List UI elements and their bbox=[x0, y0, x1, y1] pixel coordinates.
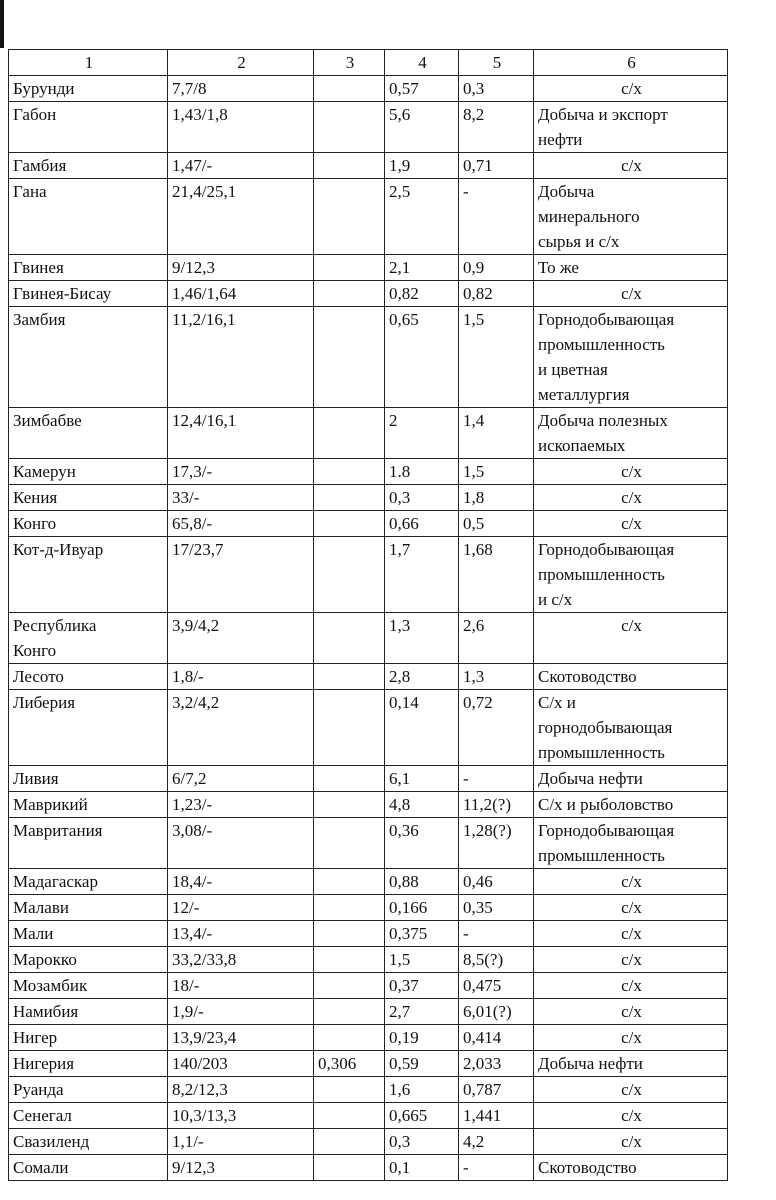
country-cell: Намибия bbox=[9, 999, 168, 1025]
col5-cell: 0,9 bbox=[459, 255, 534, 281]
col4-cell: 0,82 bbox=[385, 281, 459, 307]
col3-cell bbox=[314, 459, 385, 485]
activity-cell: с/х bbox=[534, 613, 728, 664]
col4-cell: 0,3 bbox=[385, 1129, 459, 1155]
col5-cell: 4,2 bbox=[459, 1129, 534, 1155]
col3-cell bbox=[314, 179, 385, 255]
column-header: 2 bbox=[168, 50, 314, 76]
col4-cell: 2,5 bbox=[385, 179, 459, 255]
col5-cell: 8,5(?) bbox=[459, 947, 534, 973]
table-row bbox=[9, 690, 728, 766]
col5-cell: 1,5 bbox=[459, 307, 534, 408]
col5-cell: - bbox=[459, 766, 534, 792]
population-cell: 1,46/1,64 bbox=[168, 281, 314, 307]
col4-cell: 4,8 bbox=[385, 792, 459, 818]
col3-cell bbox=[314, 511, 385, 537]
table-row bbox=[9, 179, 728, 255]
activity-cell: с/х bbox=[534, 999, 728, 1025]
col3-cell bbox=[314, 664, 385, 690]
country-cell: Нигерия bbox=[9, 1051, 168, 1077]
col4-cell: 1,3 bbox=[385, 613, 459, 664]
country-cell: Кот-д-Ивуар bbox=[9, 537, 168, 613]
population-cell: 10,3/13,3 bbox=[168, 1103, 314, 1129]
col3-cell bbox=[314, 307, 385, 408]
col3-cell bbox=[314, 947, 385, 973]
col3-cell bbox=[314, 766, 385, 792]
col5-cell: 2,033 bbox=[459, 1051, 534, 1077]
col5-cell: 1,3 bbox=[459, 664, 534, 690]
col5-cell: 0,46 bbox=[459, 869, 534, 895]
col5-cell: 11,2(?) bbox=[459, 792, 534, 818]
country-cell: Свазиленд bbox=[9, 1129, 168, 1155]
table-row bbox=[9, 255, 728, 281]
country-cell: Марокко bbox=[9, 947, 168, 973]
activity-cell: с/х bbox=[534, 973, 728, 999]
col4-cell: 0,19 bbox=[385, 1025, 459, 1051]
activity-cell: с/х bbox=[534, 76, 728, 102]
country-cell: Либерия bbox=[9, 690, 168, 766]
population-cell: 9/12,3 bbox=[168, 255, 314, 281]
country-cell: Габон bbox=[9, 102, 168, 153]
col3-cell bbox=[314, 1077, 385, 1103]
col3-cell bbox=[314, 690, 385, 766]
col4-cell: 1,9 bbox=[385, 153, 459, 179]
col5-cell: 0,5 bbox=[459, 511, 534, 537]
country-cell: Кения bbox=[9, 485, 168, 511]
activity-cell: с/х bbox=[534, 153, 728, 179]
col5-cell: 1,68 bbox=[459, 537, 534, 613]
country-cell: Сенегал bbox=[9, 1103, 168, 1129]
population-cell: 9/12,3 bbox=[168, 1155, 314, 1181]
population-cell: 6/7,2 bbox=[168, 766, 314, 792]
population-cell: 33,2/33,8 bbox=[168, 947, 314, 973]
activity-cell: Добыча и экспорт нефти bbox=[534, 102, 728, 153]
country-cell: Гамбия bbox=[9, 153, 168, 179]
col5-cell: 1,5 bbox=[459, 459, 534, 485]
col3-cell bbox=[314, 818, 385, 869]
population-cell: 33/- bbox=[168, 485, 314, 511]
country-cell: Мозамбик bbox=[9, 973, 168, 999]
country-cell: Нигер bbox=[9, 1025, 168, 1051]
col5-cell: 6,01(?) bbox=[459, 999, 534, 1025]
scan-edge-mark bbox=[0, 0, 4, 48]
col3-cell bbox=[314, 999, 385, 1025]
activity-cell: С/х и рыболовство bbox=[534, 792, 728, 818]
col4-cell: 2,1 bbox=[385, 255, 459, 281]
table-row bbox=[9, 869, 728, 895]
col4-cell: 2 bbox=[385, 408, 459, 459]
col4-cell: 2,7 bbox=[385, 999, 459, 1025]
table-row bbox=[9, 1103, 728, 1129]
col5-cell: - bbox=[459, 179, 534, 255]
col3-cell bbox=[314, 895, 385, 921]
country-cell: Камерун bbox=[9, 459, 168, 485]
table-row bbox=[9, 485, 728, 511]
table-row bbox=[9, 408, 728, 459]
table-row bbox=[9, 102, 728, 153]
table-row bbox=[9, 895, 728, 921]
population-cell: 3,2/4,2 bbox=[168, 690, 314, 766]
country-cell: Зимбабве bbox=[9, 408, 168, 459]
activity-cell: Добыча минерального сырья и с/х bbox=[534, 179, 728, 255]
population-cell: 13,9/23,4 bbox=[168, 1025, 314, 1051]
col5-cell: 1,8 bbox=[459, 485, 534, 511]
col5-cell: 1,441 bbox=[459, 1103, 534, 1129]
col3-cell bbox=[314, 255, 385, 281]
table-row bbox=[9, 537, 728, 613]
col3-cell bbox=[314, 613, 385, 664]
activity-cell: Добыча полезных ископаемых bbox=[534, 408, 728, 459]
col4-cell: 0,65 bbox=[385, 307, 459, 408]
col5-cell: 0,3 bbox=[459, 76, 534, 102]
country-data-table bbox=[8, 49, 728, 1181]
col4-cell: 0,57 bbox=[385, 76, 459, 102]
activity-cell: с/х bbox=[534, 1103, 728, 1129]
col3-cell bbox=[314, 792, 385, 818]
activity-cell: Горнодобывающая промышленность и с/х bbox=[534, 537, 728, 613]
country-cell: Гана bbox=[9, 179, 168, 255]
table-row bbox=[9, 153, 728, 179]
col4-cell: 0,375 bbox=[385, 921, 459, 947]
population-cell: 7,7/8 bbox=[168, 76, 314, 102]
table-row bbox=[9, 511, 728, 537]
population-cell: 11,2/16,1 bbox=[168, 307, 314, 408]
col5-cell: 8,2 bbox=[459, 102, 534, 153]
column-header: 3 bbox=[314, 50, 385, 76]
activity-cell: с/х bbox=[534, 1129, 728, 1155]
population-cell: 1,1/- bbox=[168, 1129, 314, 1155]
col5-cell: - bbox=[459, 1155, 534, 1181]
col4-cell: 0,37 bbox=[385, 973, 459, 999]
col3-cell bbox=[314, 76, 385, 102]
col4-cell: 0,166 bbox=[385, 895, 459, 921]
activity-cell: Добыча нефти bbox=[534, 1051, 728, 1077]
population-cell: 18,4/- bbox=[168, 869, 314, 895]
col4-cell: 5,6 bbox=[385, 102, 459, 153]
col4-cell: 2,8 bbox=[385, 664, 459, 690]
table-row bbox=[9, 1155, 728, 1181]
col3-cell bbox=[314, 153, 385, 179]
country-cell: Руанда bbox=[9, 1077, 168, 1103]
table-row bbox=[9, 921, 728, 947]
col4-cell: 0,88 bbox=[385, 869, 459, 895]
col5-cell: 2,6 bbox=[459, 613, 534, 664]
column-header: 5 bbox=[459, 50, 534, 76]
col5-cell: 0,475 bbox=[459, 973, 534, 999]
table-row bbox=[9, 613, 728, 664]
col3-cell bbox=[314, 1103, 385, 1129]
population-cell: 1,23/- bbox=[168, 792, 314, 818]
table-row bbox=[9, 818, 728, 869]
col5-cell: 1,28(?) bbox=[459, 818, 534, 869]
table-row bbox=[9, 947, 728, 973]
country-cell: Маврикий bbox=[9, 792, 168, 818]
col3-cell bbox=[314, 869, 385, 895]
col5-cell: - bbox=[459, 921, 534, 947]
country-cell: Мадагаскар bbox=[9, 869, 168, 895]
country-cell: Гвинея bbox=[9, 255, 168, 281]
col3-cell bbox=[314, 485, 385, 511]
col4-cell: 0,59 bbox=[385, 1051, 459, 1077]
column-header: 4 bbox=[385, 50, 459, 76]
table-row bbox=[9, 1077, 728, 1103]
population-cell: 1,47/- bbox=[168, 153, 314, 179]
country-cell: Ливия bbox=[9, 766, 168, 792]
table-row bbox=[9, 281, 728, 307]
country-cell: Малави bbox=[9, 895, 168, 921]
col3-cell bbox=[314, 1025, 385, 1051]
col4-cell: 0,36 bbox=[385, 818, 459, 869]
table-body bbox=[9, 50, 728, 1181]
table-row bbox=[9, 307, 728, 408]
col3-cell bbox=[314, 408, 385, 459]
activity-cell: С/х и горнодобывающая промышленность bbox=[534, 690, 728, 766]
activity-cell: с/х bbox=[534, 869, 728, 895]
col5-cell: 0,71 bbox=[459, 153, 534, 179]
table-row bbox=[9, 1025, 728, 1051]
population-cell: 3,9/4,2 bbox=[168, 613, 314, 664]
col3-cell bbox=[314, 921, 385, 947]
activity-cell: с/х bbox=[534, 485, 728, 511]
country-cell: Конго bbox=[9, 511, 168, 537]
col5-cell: 0,72 bbox=[459, 690, 534, 766]
col4-cell: 0,665 bbox=[385, 1103, 459, 1129]
column-header: 1 bbox=[9, 50, 168, 76]
table-row bbox=[9, 792, 728, 818]
country-cell: Мавритания bbox=[9, 818, 168, 869]
country-cell: Лесото bbox=[9, 664, 168, 690]
activity-cell: То же bbox=[534, 255, 728, 281]
col3-cell bbox=[314, 281, 385, 307]
activity-cell: с/х bbox=[534, 947, 728, 973]
activity-cell: с/х bbox=[534, 1077, 728, 1103]
activity-cell: с/х bbox=[534, 921, 728, 947]
population-cell: 8,2/12,3 bbox=[168, 1077, 314, 1103]
table-row bbox=[9, 459, 728, 485]
col5-cell: 0,787 bbox=[459, 1077, 534, 1103]
population-cell: 1,43/1,8 bbox=[168, 102, 314, 153]
table-row bbox=[9, 1129, 728, 1155]
column-header: 6 bbox=[534, 50, 728, 76]
col5-cell: 0,35 bbox=[459, 895, 534, 921]
activity-cell: с/х bbox=[534, 895, 728, 921]
population-cell: 18/- bbox=[168, 973, 314, 999]
col3-cell bbox=[314, 102, 385, 153]
col4-cell: 0,3 bbox=[385, 485, 459, 511]
col5-cell: 0,82 bbox=[459, 281, 534, 307]
population-cell: 1,8/- bbox=[168, 664, 314, 690]
col4-cell: 1.8 bbox=[385, 459, 459, 485]
col4-cell: 0,14 bbox=[385, 690, 459, 766]
activity-cell: Скотоводство bbox=[534, 1155, 728, 1181]
col4-cell: 1,6 bbox=[385, 1077, 459, 1103]
col5-cell: 0,414 bbox=[459, 1025, 534, 1051]
country-cell: Бурунди bbox=[9, 76, 168, 102]
col3-cell bbox=[314, 1129, 385, 1155]
country-cell: Замбия bbox=[9, 307, 168, 408]
activity-cell: Скотоводство bbox=[534, 664, 728, 690]
table-row bbox=[9, 1051, 728, 1077]
activity-cell: с/х bbox=[534, 281, 728, 307]
table-row bbox=[9, 766, 728, 792]
activity-cell: Горнодобывающая промышленность и цветная металлургия bbox=[534, 307, 728, 408]
col3-cell bbox=[314, 973, 385, 999]
population-cell: 1,9/- bbox=[168, 999, 314, 1025]
col4-cell: 1,5 bbox=[385, 947, 459, 973]
table-row bbox=[9, 664, 728, 690]
activity-cell: с/х bbox=[534, 459, 728, 485]
table-row bbox=[9, 76, 728, 102]
col3-cell bbox=[314, 1155, 385, 1181]
population-cell: 65,8/- bbox=[168, 511, 314, 537]
population-cell: 140/203 bbox=[168, 1051, 314, 1077]
country-cell: Мали bbox=[9, 921, 168, 947]
col5-cell: 1,4 bbox=[459, 408, 534, 459]
country-cell: Республика Конго bbox=[9, 613, 168, 664]
col4-cell: 1,7 bbox=[385, 537, 459, 613]
activity-cell: с/х bbox=[534, 1025, 728, 1051]
table-row bbox=[9, 973, 728, 999]
header-row bbox=[9, 50, 728, 76]
population-cell: 12/- bbox=[168, 895, 314, 921]
population-cell: 21,4/25,1 bbox=[168, 179, 314, 255]
col4-cell: 0,1 bbox=[385, 1155, 459, 1181]
population-cell: 17/23,7 bbox=[168, 537, 314, 613]
table-row bbox=[9, 999, 728, 1025]
population-cell: 3,08/- bbox=[168, 818, 314, 869]
activity-cell: Добыча нефти bbox=[534, 766, 728, 792]
col3-cell bbox=[314, 537, 385, 613]
population-cell: 12,4/16,1 bbox=[168, 408, 314, 459]
col3-cell: 0,306 bbox=[314, 1051, 385, 1077]
col4-cell: 0,66 bbox=[385, 511, 459, 537]
col4-cell: 6,1 bbox=[385, 766, 459, 792]
population-cell: 13,4/- bbox=[168, 921, 314, 947]
country-cell: Сомали bbox=[9, 1155, 168, 1181]
country-cell: Гвинея-Бисау bbox=[9, 281, 168, 307]
activity-cell: с/х bbox=[534, 511, 728, 537]
activity-cell: Горнодобывающая промышленность bbox=[534, 818, 728, 869]
population-cell: 17,3/- bbox=[168, 459, 314, 485]
